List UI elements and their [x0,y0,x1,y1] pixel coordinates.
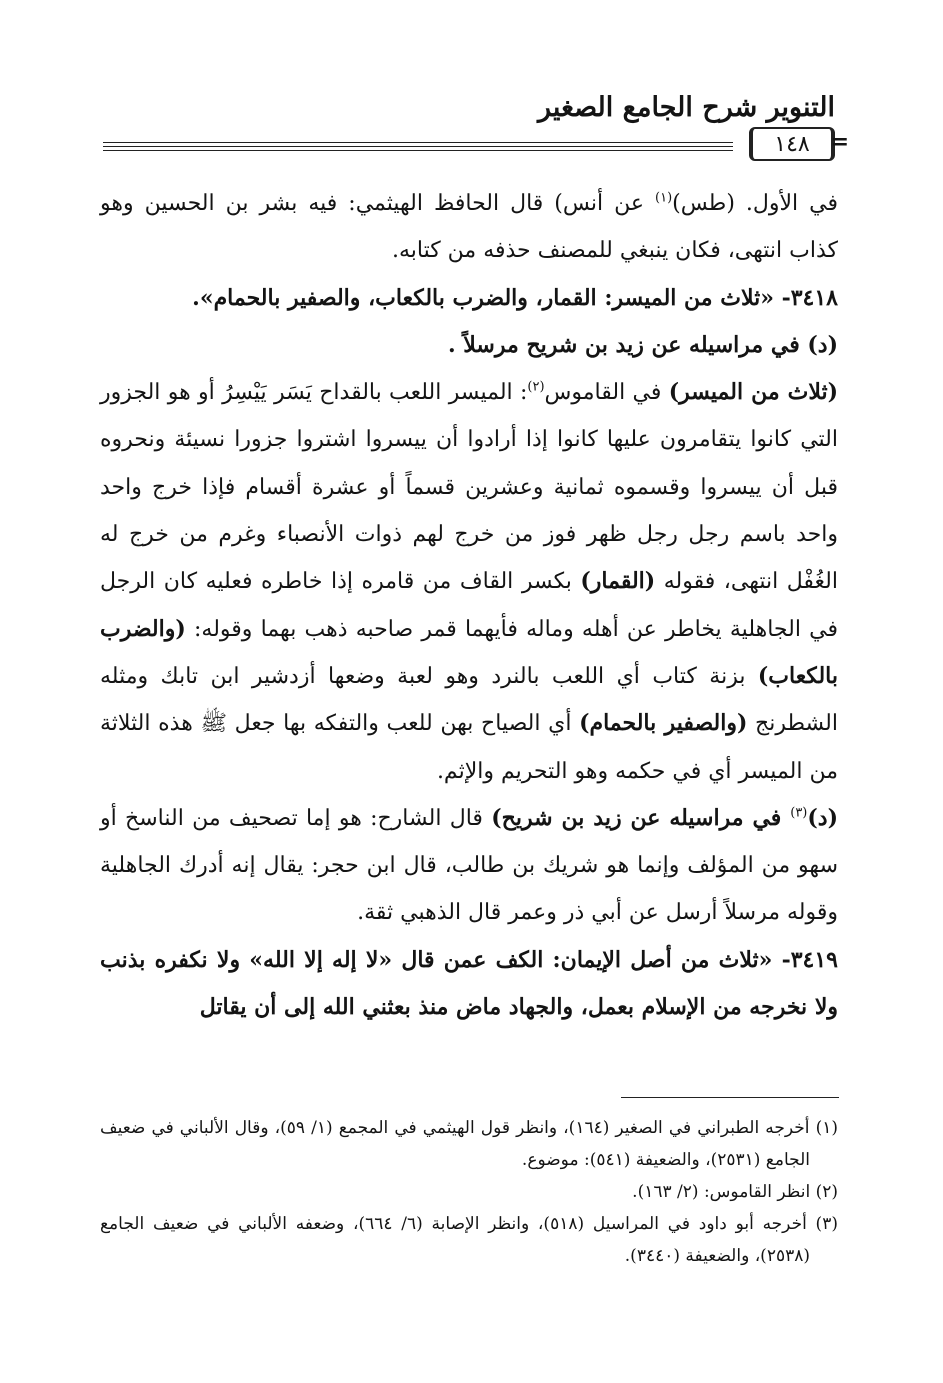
commentary-3418 [100,369,838,795]
commentary-text: : الميسر اللعب بالقداح يَسَر يَيْسِرُ أو هو الجزور التي كانوا يتقامرون عليها كانوا إذا أرادوا أن ييسروا اشتروا جزورا نسيئة ونحروه قبل أن ييسروا وقسموه ثمانية وعشرين قسماً أو عشرة أقسام فإذا خرج واحد واحد باسم رجل رجل ظهر فوز من خرج لهم ذوات الأنصباء وغرم من خرج له الغُفْل انتهى، فقوله [100,380,838,595]
footnote-1: (١) أخرجه الطبراني في الصغير (١٦٤)، وانظر قول الهيثمي في المجمع (١/ ٥٩)، وقال الألباني في ضعيف الجامع (٢٥٣١)، والضعيفة (٥٤١): موضوع. [100,1118,839,1170]
source-ref: في الأول. (طس) [672,191,838,216]
quoted-phrase: (والصفير بالحمام) [579,710,748,737]
commentary-text: بكسر القاف من قامره إذا خاطره فعليه كان الرجل في الجاهلية يخاطر عن أهله وماله فأيهما قمر صاحبه ذهب بهما وقوله: [100,569,838,642]
footnote-separator [621,1097,839,1098]
header-rule-bottom [103,146,733,151]
quoted-phrase: (والضرب بالكعاب) [100,615,838,689]
header-ornament: = [830,129,849,155]
commentary-text: أي الصياح بهن للعب والتفكه بها جعل ﷺ هذه الثلاثة من الميسر أي في حكمه وهو التحريم والإثم. [100,711,838,784]
quoted-phrase: (القمار) [580,568,656,595]
commentary-text: عن أنس) قال الحافظ الهيثمي: فيه بشر بن الحسين وهو كذاب انتهى، فكان ينبغي للمصنف حذفه من كتابه. [100,191,838,264]
commentary-source [100,795,838,937]
hadith-3419: ٣٤١٩- «ثلاث من أصل الإيمان: الكف عمن قال «لا إله إلا الله» ولا نكفره بذنب ولا نخرجه من الإسلام بعمل، والجهاد ماض منذ بعثني الله إلى أن يقاتل [100,946,838,1021]
running-title: التنوير شرح الجامع الصغير [538,92,835,123]
commentary-text: بزنة كتاب أي اللعب بالنرد وهو لعبة وضعها أزدشير ابن تابك ومثله الشطرنج [100,663,838,737]
quoted-phrase: في مراسيله عن زيد بن شريح) [491,804,791,831]
quoted-phrase: (ثلاث من الميسر) [668,379,838,406]
footnote-ref-1[interactable]: (١) [655,190,673,206]
footnote-3: (٣) أخرجه أبو داود في المراسيل (٥١٨)، وانظر الإصابة (٦/ ٦٦٤)، وضعفه الألباني في ضعيف الجامع (٢٥٣٨)، والضعيفة (٣٤٤٠). [100,1214,838,1266]
hadith-3418: ٣٤١٨- «ثلاث من الميسر: القمار، والضرب بالكعاب، والصفير بالحمام». [192,284,838,311]
page-number: ١٤٨ [774,131,810,157]
footnote-ref-3[interactable]: (٣) [790,805,808,821]
footnote-2: (٢) انظر القاموس: (٢/ ١٦٣). [632,1182,838,1202]
body-text [100,180,838,1031]
paragraph-continuation [100,180,838,275]
commentary-text: في القاموس [544,380,669,406]
hadith-3418-source: (د) في مراسيله عن زيد بن شريح مرسلاً . [447,331,838,358]
footnote-ref-2[interactable]: (٢) [527,379,545,395]
page-number-box [749,127,835,161]
commentary-text: قال الشارح: هو إما تصحيف من الناسخ أو سهو من المؤلف وإنما هو شريك بن طالب، قال ابن حجر: يقال إنه أدرك الجاهلية وقوله مرسلاً أرسل عن أبي ذر وعمر قال الذهبي ثقة. [100,805,838,926]
quoted-phrase: (د) [807,804,838,831]
footnotes [100,1112,838,1272]
